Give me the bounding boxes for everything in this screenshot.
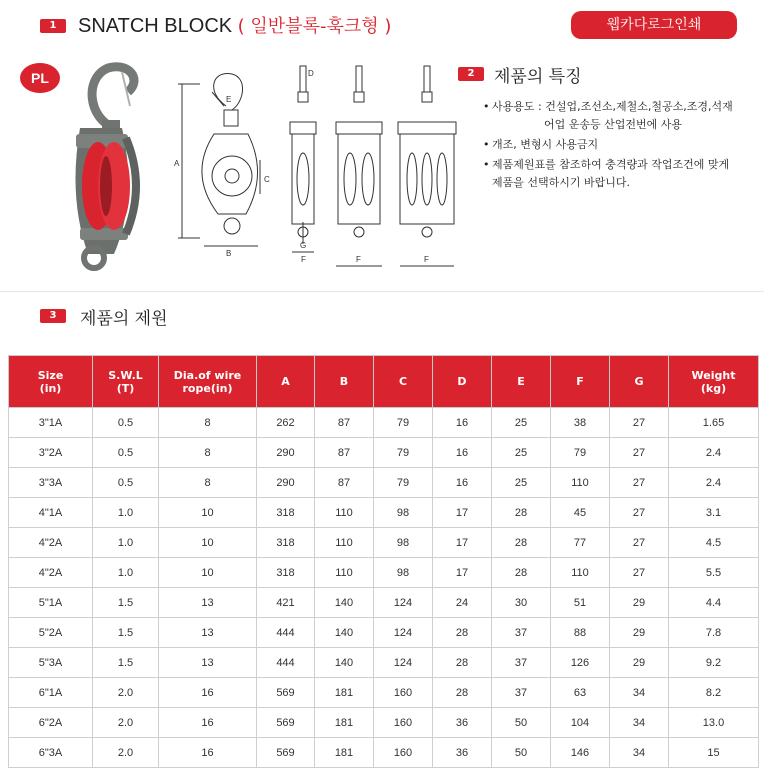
table-cell: 77 — [551, 528, 610, 558]
table-cell: 29 — [610, 618, 669, 648]
section-badge-2: 2 — [458, 67, 484, 81]
table-cell: 2.0 — [93, 738, 159, 768]
title-sub: ( 일반블록-훅크형 ) — [237, 16, 392, 37]
table-cell: 50 — [492, 708, 551, 738]
table-cell: 17 — [433, 498, 492, 528]
column-header-label: E — [517, 375, 525, 388]
table-cell: 28 — [492, 558, 551, 588]
specs-table — [8, 355, 759, 768]
table-cell: 17 — [433, 558, 492, 588]
column-header — [610, 356, 669, 408]
dim-label-c: C — [264, 175, 270, 184]
table-cell: 4"2A — [9, 558, 93, 588]
column-header-unit: (kg) — [700, 381, 727, 395]
column-header — [669, 356, 759, 408]
table-cell: 13 — [159, 648, 257, 678]
table-cell: 140 — [315, 618, 374, 648]
table-cell: 2.4 — [669, 468, 759, 498]
table-row — [9, 648, 759, 678]
table-cell: 79 — [374, 438, 433, 468]
table-cell: 13.0 — [669, 708, 759, 738]
table-cell: 87 — [315, 468, 374, 498]
table-cell: 36 — [433, 738, 492, 768]
table-cell: 34 — [610, 678, 669, 708]
table-cell: 4.5 — [669, 528, 759, 558]
table-cell: 37 — [492, 648, 551, 678]
section-badge-3: 3 — [40, 309, 66, 323]
table-row — [9, 618, 759, 648]
table-cell: 290 — [257, 438, 315, 468]
table-cell: 16 — [433, 408, 492, 438]
product-photo — [18, 58, 150, 272]
column-header-label: C — [398, 375, 408, 388]
column-header — [159, 356, 257, 408]
table-cell: 28 — [433, 648, 492, 678]
table-cell: 569 — [257, 738, 315, 768]
column-header-label: D — [457, 375, 467, 388]
table-cell: 444 — [257, 648, 315, 678]
feature-line: 개조, 변형시 사용금지 — [492, 138, 599, 151]
table-cell: 27 — [610, 468, 669, 498]
table-cell: 25 — [492, 468, 551, 498]
table-header-row — [9, 356, 759, 408]
table-cell: 140 — [315, 588, 374, 618]
table-cell: 1.0 — [93, 498, 159, 528]
dim-label-f3: F — [424, 255, 429, 264]
table-body — [9, 408, 759, 768]
table-cell: 79 — [374, 408, 433, 438]
table-cell: 5"1A — [9, 588, 93, 618]
title-main: SNATCH BLOCK — [78, 15, 233, 37]
table-row — [9, 588, 759, 618]
table-cell: 569 — [257, 708, 315, 738]
table-cell: 2.4 — [669, 438, 759, 468]
table-cell: 8 — [159, 468, 257, 498]
table-cell: 87 — [315, 438, 374, 468]
table-cell: 262 — [257, 408, 315, 438]
table-cell: 30 — [492, 588, 551, 618]
table-row — [9, 678, 759, 708]
column-header-label: A — [281, 375, 290, 388]
table-cell: 2.0 — [93, 708, 159, 738]
dim-label-d: D — [308, 69, 314, 78]
table-cell: 28 — [492, 498, 551, 528]
table-cell: 124 — [374, 618, 433, 648]
dim-label-f2: F — [356, 255, 361, 264]
table-row — [9, 498, 759, 528]
column-header — [93, 356, 159, 408]
table-cell: 8 — [159, 408, 257, 438]
table-cell: 34 — [610, 708, 669, 738]
table-row — [9, 408, 759, 438]
table-cell: 2.0 — [93, 678, 159, 708]
table-cell: 27 — [610, 558, 669, 588]
table-cell: 160 — [374, 708, 433, 738]
table-cell: 421 — [257, 588, 315, 618]
dim-label-g: G — [300, 241, 307, 250]
page-title — [78, 12, 391, 38]
table-cell: 79 — [551, 438, 610, 468]
table-cell: 24 — [433, 588, 492, 618]
table-cell: 16 — [433, 438, 492, 468]
table-cell: 3"3A — [9, 468, 93, 498]
column-header-label: Weight — [691, 368, 736, 382]
table-cell: 1.5 — [93, 648, 159, 678]
table-cell: 160 — [374, 738, 433, 768]
column-header — [257, 356, 315, 408]
column-header-label: Dia.of wire — [173, 368, 242, 382]
table-cell: 16 — [159, 708, 257, 738]
column-header-label: F — [576, 375, 584, 388]
table-cell: 10 — [159, 498, 257, 528]
table-cell: 37 — [492, 678, 551, 708]
table-cell: 0.5 — [93, 438, 159, 468]
specs-title: 제품의 제원 — [80, 309, 168, 329]
table-cell: 34 — [610, 738, 669, 768]
table-cell: 110 — [315, 528, 374, 558]
table-cell: 88 — [551, 618, 610, 648]
table-cell: 51 — [551, 588, 610, 618]
table-cell: 318 — [257, 528, 315, 558]
table-cell: 104 — [551, 708, 610, 738]
table-cell: 27 — [610, 408, 669, 438]
table-cell: 6"3A — [9, 738, 93, 768]
table-cell: 16 — [159, 678, 257, 708]
column-header-label: G — [634, 375, 644, 388]
column-header — [9, 356, 93, 408]
table-cell: 45 — [551, 498, 610, 528]
table-cell: 5.5 — [669, 558, 759, 588]
table-cell: 290 — [257, 468, 315, 498]
features-list — [480, 98, 760, 194]
table-cell: 16 — [433, 468, 492, 498]
table-cell: 50 — [492, 738, 551, 768]
table-cell: 10 — [159, 558, 257, 588]
section-divider — [0, 291, 764, 292]
feature-item — [480, 98, 760, 134]
table-cell: 79 — [374, 468, 433, 498]
column-header-label: S.W.L — [108, 368, 143, 382]
table-cell: 5"2A — [9, 618, 93, 648]
table-cell: 181 — [315, 738, 374, 768]
table-cell: 17 — [433, 528, 492, 558]
table-cell: 6"1A — [9, 678, 93, 708]
table-cell: 25 — [492, 408, 551, 438]
table-cell: 10 — [159, 528, 257, 558]
table-cell: 29 — [610, 588, 669, 618]
feature-line: 사용용도 : 건설업,조선소,제철소,철공소,조경,석재 — [492, 100, 733, 113]
table-cell: 1.5 — [93, 588, 159, 618]
table-cell: 126 — [551, 648, 610, 678]
table-cell: 98 — [374, 558, 433, 588]
table-cell: 146 — [551, 738, 610, 768]
table-cell: 1.0 — [93, 528, 159, 558]
table-cell: 110 — [551, 558, 610, 588]
table-cell: 1.5 — [93, 618, 159, 648]
table-cell: 160 — [374, 678, 433, 708]
column-header — [551, 356, 610, 408]
feature-item — [480, 156, 760, 192]
table-cell: 318 — [257, 558, 315, 588]
dimension-drawings — [160, 62, 460, 274]
table-cell: 28 — [433, 618, 492, 648]
table-cell: 124 — [374, 588, 433, 618]
table-cell: 8.2 — [669, 678, 759, 708]
table-cell: 181 — [315, 678, 374, 708]
table-cell: 3.1 — [669, 498, 759, 528]
column-header — [433, 356, 492, 408]
table-cell: 98 — [374, 528, 433, 558]
table-cell: 8 — [159, 438, 257, 468]
column-header — [315, 356, 374, 408]
features-title: 제품의 특징 — [494, 67, 582, 87]
table-cell: 0.5 — [93, 468, 159, 498]
table-cell: 13 — [159, 588, 257, 618]
table-cell: 4"1A — [9, 498, 93, 528]
table-cell: 110 — [315, 558, 374, 588]
table-cell: 110 — [315, 498, 374, 528]
table-cell: 140 — [315, 648, 374, 678]
table-cell: 16 — [159, 738, 257, 768]
table-row — [9, 468, 759, 498]
table-cell: 98 — [374, 498, 433, 528]
table-cell: 28 — [433, 678, 492, 708]
table-cell: 110 — [551, 468, 610, 498]
table-cell: 318 — [257, 498, 315, 528]
table-cell: 27 — [610, 438, 669, 468]
column-header-label: B — [339, 375, 349, 388]
table-row — [9, 528, 759, 558]
dim-label-b: B — [226, 249, 232, 258]
table-cell: 124 — [374, 648, 433, 678]
brand-button[interactable]: 웹카다로그인쇄 — [571, 11, 737, 39]
table-cell: 1.65 — [669, 408, 759, 438]
dim-label-e: E — [226, 95, 232, 104]
table-cell: 29 — [610, 648, 669, 678]
column-header — [492, 356, 551, 408]
table-cell: 7.8 — [669, 618, 759, 648]
table-cell: 569 — [257, 678, 315, 708]
table-cell: 25 — [492, 438, 551, 468]
section-badge-1: 1 — [40, 19, 66, 33]
column-header-unit: (T) — [116, 381, 135, 395]
feature-line: 어업 운송등 산업전번에 사용 — [544, 118, 683, 131]
table-cell: 5"3A — [9, 648, 93, 678]
table-cell: 444 — [257, 618, 315, 648]
table-cell: 87 — [315, 408, 374, 438]
table-row — [9, 708, 759, 738]
feature-line: 제품을 선택하시기 바랍니다. — [492, 176, 631, 189]
dim-label-f1: F — [301, 255, 306, 264]
dim-label-a: A — [174, 159, 180, 168]
feature-item — [480, 136, 760, 154]
table-cell: 37 — [492, 618, 551, 648]
table-cell: 9.2 — [669, 648, 759, 678]
table-cell: 3"1A — [9, 408, 93, 438]
column-header — [374, 356, 433, 408]
table-cell: 4"2A — [9, 528, 93, 558]
table-cell: 28 — [492, 528, 551, 558]
table-cell: 15 — [669, 738, 759, 768]
table-row — [9, 558, 759, 588]
table-row — [9, 738, 759, 768]
column-header-unit: rope(in) — [182, 381, 233, 395]
column-header-unit: (in) — [39, 381, 62, 395]
table-cell: 27 — [610, 528, 669, 558]
table-cell: 181 — [315, 708, 374, 738]
table-cell: 27 — [610, 498, 669, 528]
table-cell: 6"2A — [9, 708, 93, 738]
table-cell: 13 — [159, 618, 257, 648]
table-cell: 4.4 — [669, 588, 759, 618]
table-cell: 0.5 — [93, 408, 159, 438]
table-cell: 3"2A — [9, 438, 93, 468]
table-cell: 38 — [551, 408, 610, 438]
table-cell: 63 — [551, 678, 610, 708]
column-header-label: Size — [37, 368, 64, 382]
feature-line: 제품제원표를 참조하여 충격량과 작업조건에 맞게 — [492, 158, 730, 171]
table-cell: 1.0 — [93, 558, 159, 588]
logo-text: PL — [31, 70, 49, 86]
table-cell: 36 — [433, 708, 492, 738]
table-row — [9, 438, 759, 468]
